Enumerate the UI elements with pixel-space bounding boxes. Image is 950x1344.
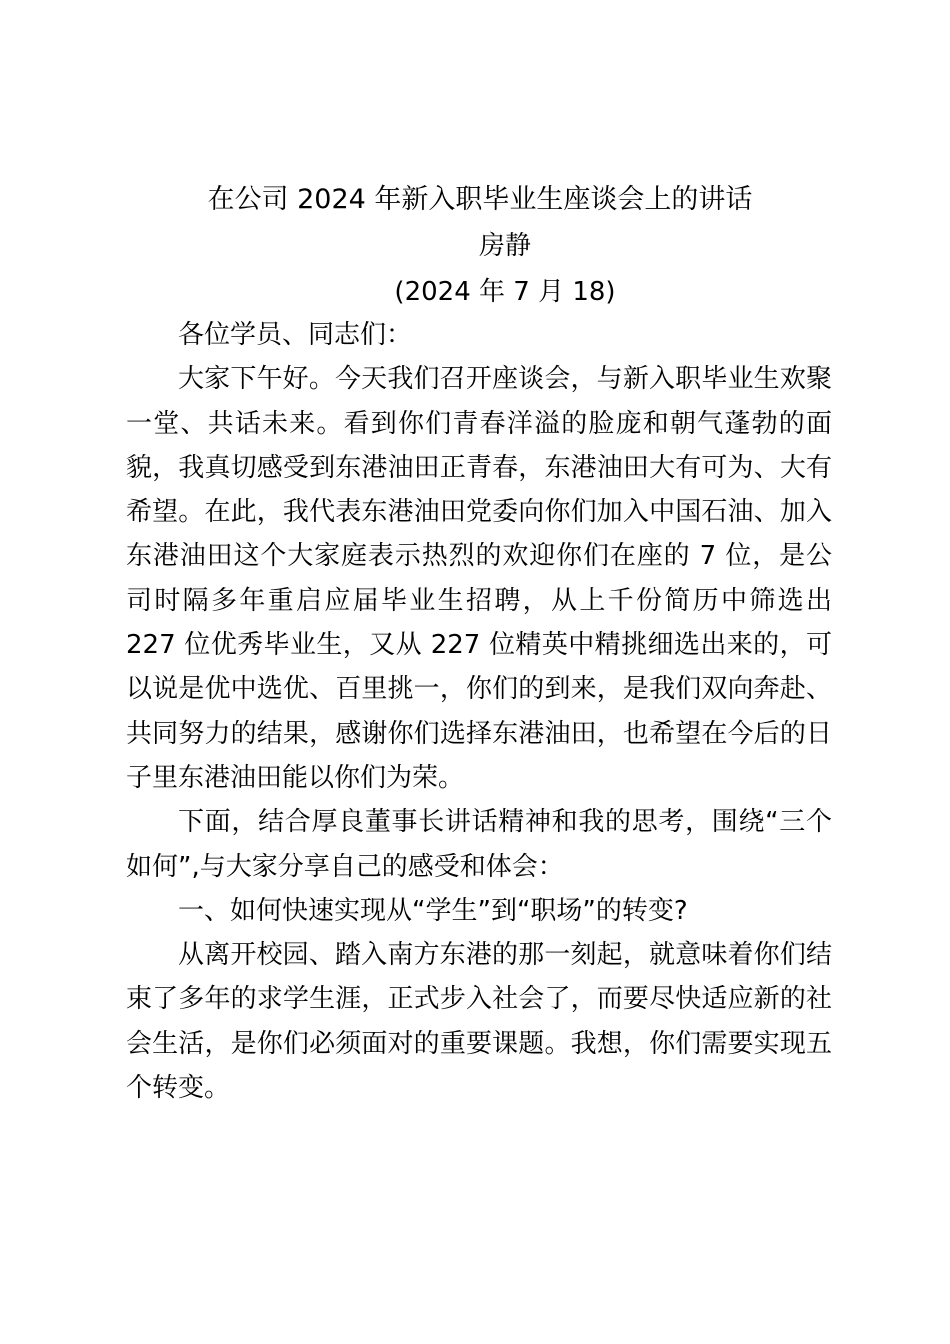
section-paragraph: 从离开校园、踏入南方东港的那一刻起，就意味着你们结束了多年的求学生涯，正式步入社会了，而要尽快适应新的社会生活，是你们必须面对的重要课题。我想，你们需要实现五个转变。 xyxy=(126,940,832,1104)
speech-date: (2024 年 7 月 18) xyxy=(394,277,616,307)
opening-paragraph: 大家下午好。今天我们召开座谈会，与新入职毕业生欢聚一堂、共话未来。看到你们青春洋溢的脸庞和朝气蓬勃的面貌，我真切感受到东港油田正青春，东港油田大有可为、大有希望。在此，我代表东港油田党委向你们加入中国石油、加入东港油田这个大家庭表示热烈的欢迎你们在座的 7 位，是公司时隔多年重启应届毕业生招聘，从上千份简历中筛选出 227 位优秀毕业生，又从 227 位精英中精挑细选出来的，可以说是优中选优、百里挑一，你们的到来，是我们双向奔赴、共同努力的结果，感谢你们选择东港油田，也希望在今后的日子里东港油田能以你们为荣。 xyxy=(126,364,832,793)
document-title: 在公司 2024 年新入职毕业生座谈会上的讲话 xyxy=(207,184,753,215)
introduction-paragraph: 下面，结合厚良董事长讲话精神和我的思考，围绕“三个如何”,与大家分享自己的感受和体会： xyxy=(126,807,832,882)
author-name: 房静 xyxy=(478,231,531,261)
document-body xyxy=(126,313,832,1110)
section-heading: 一、如何快速实现从“学生”到“职场”的转变? xyxy=(178,895,688,926)
salutation-paragraph: 各位学员、同志们： xyxy=(178,320,413,350)
